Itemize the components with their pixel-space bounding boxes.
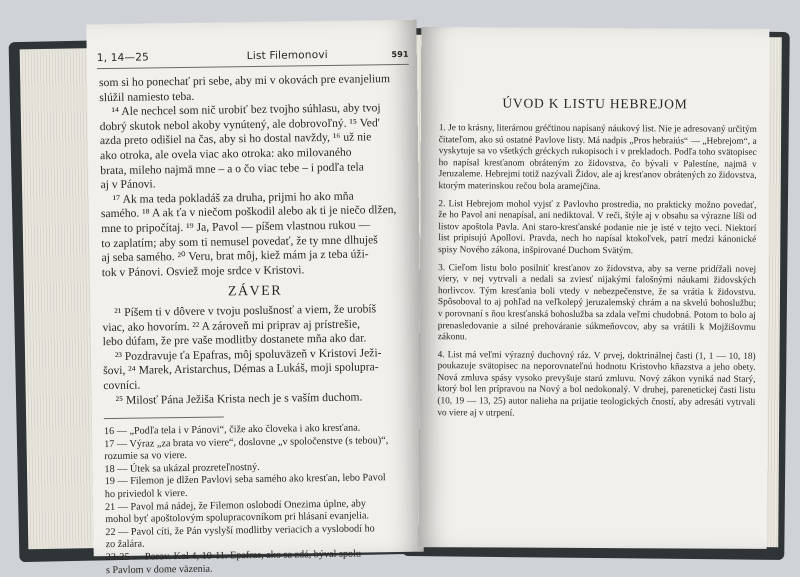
page-number: 591	[391, 49, 409, 60]
left-page	[86, 20, 423, 576]
running-head-left	[97, 48, 409, 69]
paragraph-3: 3. Cieľom listu bolo posilniť kresťanov zo židovstva, aby sa verne pridŕžali novej viery, v nej vytrvali a nedali sa zviesť nijakými falošnými náukami židovských horlivcov. Tým kresťania boli vtedy v nebezpečenstve, že sa vrátia k židovstvu. Spôsoboval to aj pohľad na veľkolepý jeruzalemský chrám a na skvelú bohoslužbu; v porovnaní s ňou kresťanská bohoslužba sa zdala veľmi chudobná. Potom to bolo aj prenasledovanie a silné prehováranie súkmeňovcov, aby sa vrátili k Mojžišovmu zákonu.	[437, 262, 757, 343]
footnote-line: 16 — „Podľa tela i v Pánovi“, čiže ako človeka i ako kresťana.	[103, 422, 361, 438]
introduction-title: ÚVOD K LISTU HEBREJOM	[502, 95, 688, 112]
footnote-line: 18 — Útek sa ukázal prozreteľnostný.	[104, 461, 260, 475]
text-line: ²⁵ Milosť Pána Ježiša Krista nech je s vaším duchom.	[115, 390, 363, 407]
text-line: slúžil namiesto teba.	[99, 89, 195, 104]
text-line: ako otroka, ale ovela viac ako otroka: ako milovaného	[100, 145, 352, 163]
text-line: dobrý skutok nebol akoby vynútený, ale dobrovoľný. ¹⁵ Ved'	[99, 116, 380, 133]
text-line: ²³ Pozdravuje ťa Epafras, môj spoluväzeň v Kristovi Ježi-	[114, 346, 382, 363]
paragraph-2: 2. List Hebrejom mohol vyjsť z Pavlovho prostredia, no prakticky možno povedať, že ho Pavol ani nenapísal, ani nediktoval. V reči, štýle aj v obsahu sa výrazne líši od listov apoštola Pavla. Ani staro-kresťanské podanie nie je isté v tejto veci. Niektorí list pripisujú Apollovi. Pravda, nech ho napísal ktokoľvek, patrí medzi kánonické spisy Nového zákona, inšpirované Duchom Svätým.	[438, 198, 757, 257]
footnote-line: 21 — Pavol má nádej, že Filemon oslobodí Onezima úplne, aby	[104, 498, 366, 513]
footnote-line: 19 — Filemon je dlžen Pavlovi seba samého ako kresťan, lebo Pavol	[104, 472, 386, 488]
text-line: ¹⁴ Ale nechcel som nič urobiť bez tvojho súhlasu, aby tvoj	[111, 101, 381, 119]
text-line: ²¹ Píšem ti v dôvere v tvoju poslušnosť a viem, že urobíš	[114, 302, 377, 319]
right-page	[419, 27, 770, 549]
text-line: aj v Pánovi.	[100, 177, 156, 192]
text-line: tok v Pánovi. Osviež moje srdce v Kristovi.	[101, 263, 305, 279]
text-line: covníci.	[103, 378, 141, 393]
text-line: aj seba samého. ²⁰ Veru, brat môj, kiež mám ja z teba úži-	[101, 247, 369, 265]
section-title: ZÁVER	[227, 283, 283, 300]
introduction-text	[437, 123, 757, 427]
book-title-header: List Filemonovi	[246, 48, 328, 63]
text-line: ¹⁷ Ak ma teda pokladáš za druha, prijmi ho ako mňa	[112, 189, 354, 206]
text-line: šovi, ²⁴ Marek, Aristarchus, Démas a Lukáš, moji spolupra-	[103, 360, 379, 378]
text-line: som si ho ponechať pri sebe, aby mi v okovách pre evanjelium	[99, 72, 391, 90]
text-line: samého. ¹⁸ A ak ťa v niečom poškodil alebo ak ti je niečo dlžen,	[100, 203, 397, 221]
footnote-line: 23-25 — Porov. Kol 4, 10-11. Epafras, ako sa zdá, býval spolu	[105, 548, 362, 564]
paragraph-1: 1. Je to krásny, literárnou gréčtinou napísaný náukový list. Nie je adresovaný určitým čitateľom, ako sú ostatné Pavlove listy. Má nadpis „Pros hebraiús“ — „Hebrejom“, a vyskytuje sa vo všetkých gréckych rukopisoch i v prekladoch. Podľa toho svätopisec ho napísal kresťanom obráteným zo židovstva, čo bývali v Palestíne, najmä v Jeruzaleme. Hebrejmi totiž nazývali Židov, ale aj kresťanov obrátených zo židovstva, ktorým materinskou rečou bola aramejčina.	[438, 123, 757, 193]
footnotes	[104, 422, 418, 577]
text-line: brata, mileho najmä mne – a o čo viac tebe – i podľa tela	[100, 160, 364, 177]
chapter-verse-range: 1, 14—25	[96, 51, 150, 65]
footnote-line: s Pavlom v dome väzenia.	[105, 563, 213, 576]
closing-text	[102, 302, 415, 409]
text-line: azda preto odišiel na čas, aby si ho dostal navždy, ¹⁶ už nie	[99, 130, 372, 148]
text-line: viac, ako hovorím. ²² A zároveň mi priprav aj prístrešie,	[102, 317, 361, 334]
text-line: lebo dúfam, že pre vaše modlitby dostanete mňa ako dar.	[102, 331, 367, 349]
footnote-divider	[104, 416, 224, 419]
paragraph-4: 4. List má veľmi výrazný duchovný ráz. V prvej, doktrinálnej časti (1, 1 — 10, 18) poukazuje svätopisec na neporovnateľnú hodnotu Kristovho kňazstva a jeho obety. Nová zmluva spásy vysoko prevyšuje starú zmluvu. Nový zákon vyniká nad Starý, ktorý bol len prípravou na Nový a bol nedokonalý. V druhej, parenetickej časti listu (10, 19 — 13, 25) autor nalieha na prijatie teologických čností, aby adresáti vytrvali vo viere aj v utrpení.	[437, 349, 756, 419]
text-line: to zaplatím; aby som ti nemusel povedať, že ty mne dlhuješ	[101, 232, 378, 250]
footnote-line: zo žalára.	[105, 538, 145, 551]
footnote-line: ho priviedol k viere.	[104, 487, 188, 501]
footnote-line: 17 — Výraz „za brata vo viere“, doslovne „v spoločenstve (s tebou)“,	[104, 434, 389, 450]
main-text	[99, 72, 414, 281]
text-line: mne to pripočítaj. ¹⁹ Ja, Pavol — píšem vlastnou rukou —	[101, 218, 371, 236]
footnote-line: rozumie sa vo viere.	[104, 450, 188, 463]
footnote-line: 22 — Pavol cíti, že Pán vyslyší modlitby veriacich a vyslobodí ho	[105, 523, 375, 538]
footnote-line: mohol byť apoštolovým spolupracovníkom pri hlásaní evanjelia.	[105, 510, 370, 526]
